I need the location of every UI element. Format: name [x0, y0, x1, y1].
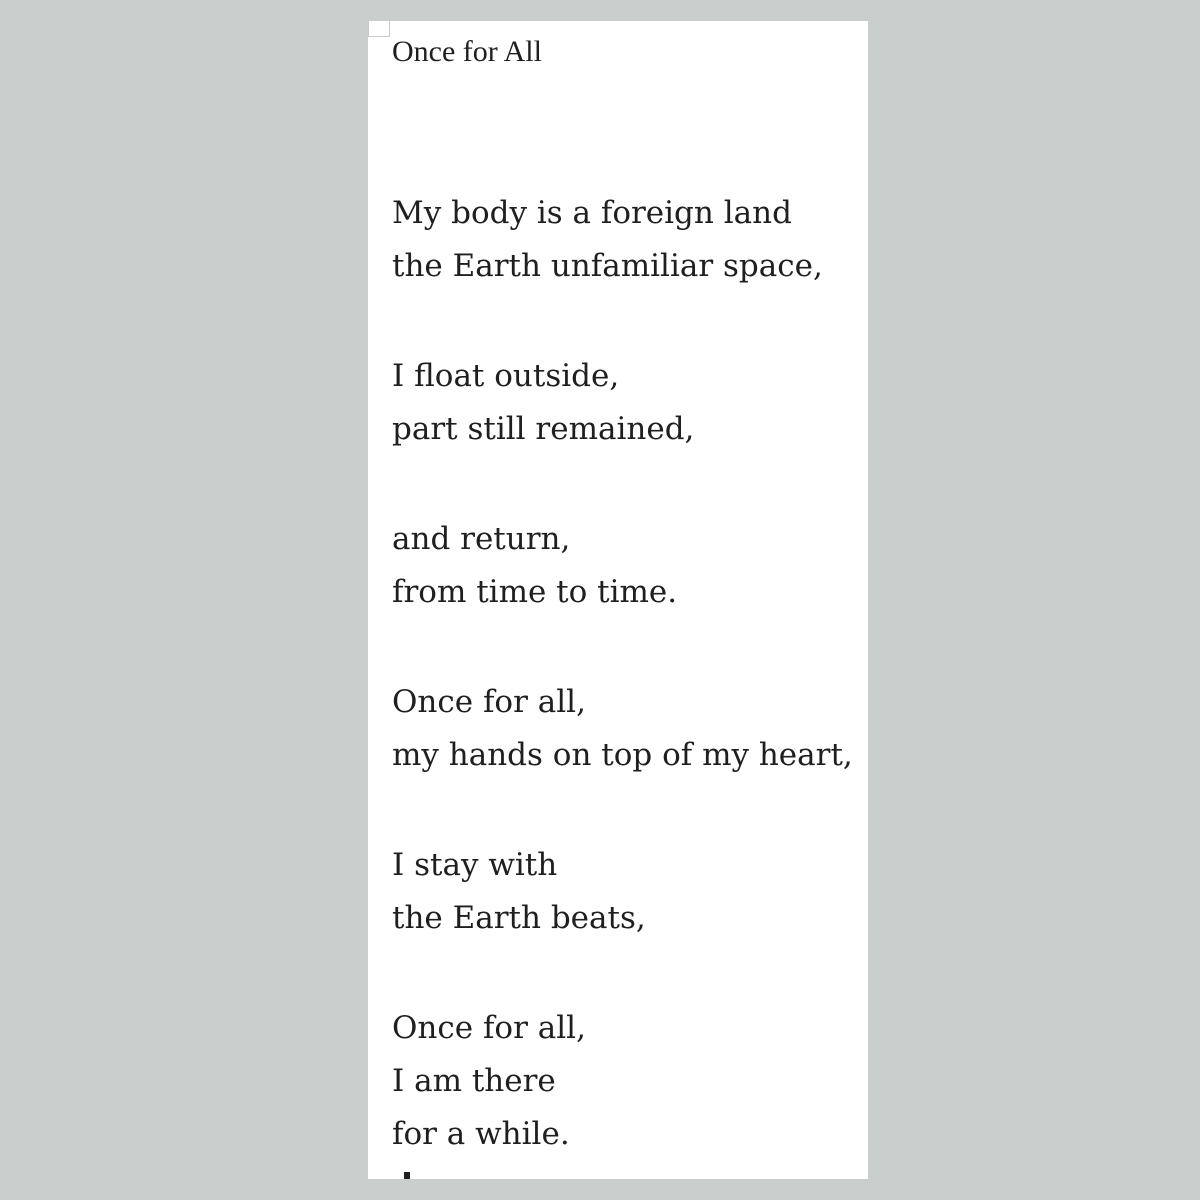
poem-line: the Earth unfamiliar space, [392, 248, 823, 284]
poem-line: my hands on top of my heart, [392, 737, 853, 773]
clipped-next-line-fragment [404, 1172, 410, 1179]
stanza-2 [392, 350, 848, 456]
page-corner-marker [368, 21, 390, 37]
poem-line: My body is a foreign land [392, 195, 792, 231]
poem-line: part still remained, [392, 411, 695, 447]
poem-title: Once for All [392, 35, 542, 68]
poem-line: I float outside, [392, 358, 620, 394]
stanza-1 [392, 187, 848, 293]
poem-line: I stay with [392, 847, 558, 883]
poem-line: the Earth beats, [392, 900, 646, 936]
stanza-6 [392, 1002, 848, 1161]
poem-line: I am there [392, 1063, 556, 1099]
stanza-3 [392, 513, 848, 619]
stanza-4 [392, 676, 853, 782]
poem-line: for a while. [392, 1116, 570, 1152]
stanza-5 [392, 839, 848, 945]
poem-line: and return, [392, 521, 571, 557]
poem-line: Once for all, [392, 1010, 586, 1046]
poem-line: Once for all, [392, 684, 586, 720]
document-page[interactable] [368, 21, 868, 1179]
poem-line: from time to time. [392, 574, 678, 610]
